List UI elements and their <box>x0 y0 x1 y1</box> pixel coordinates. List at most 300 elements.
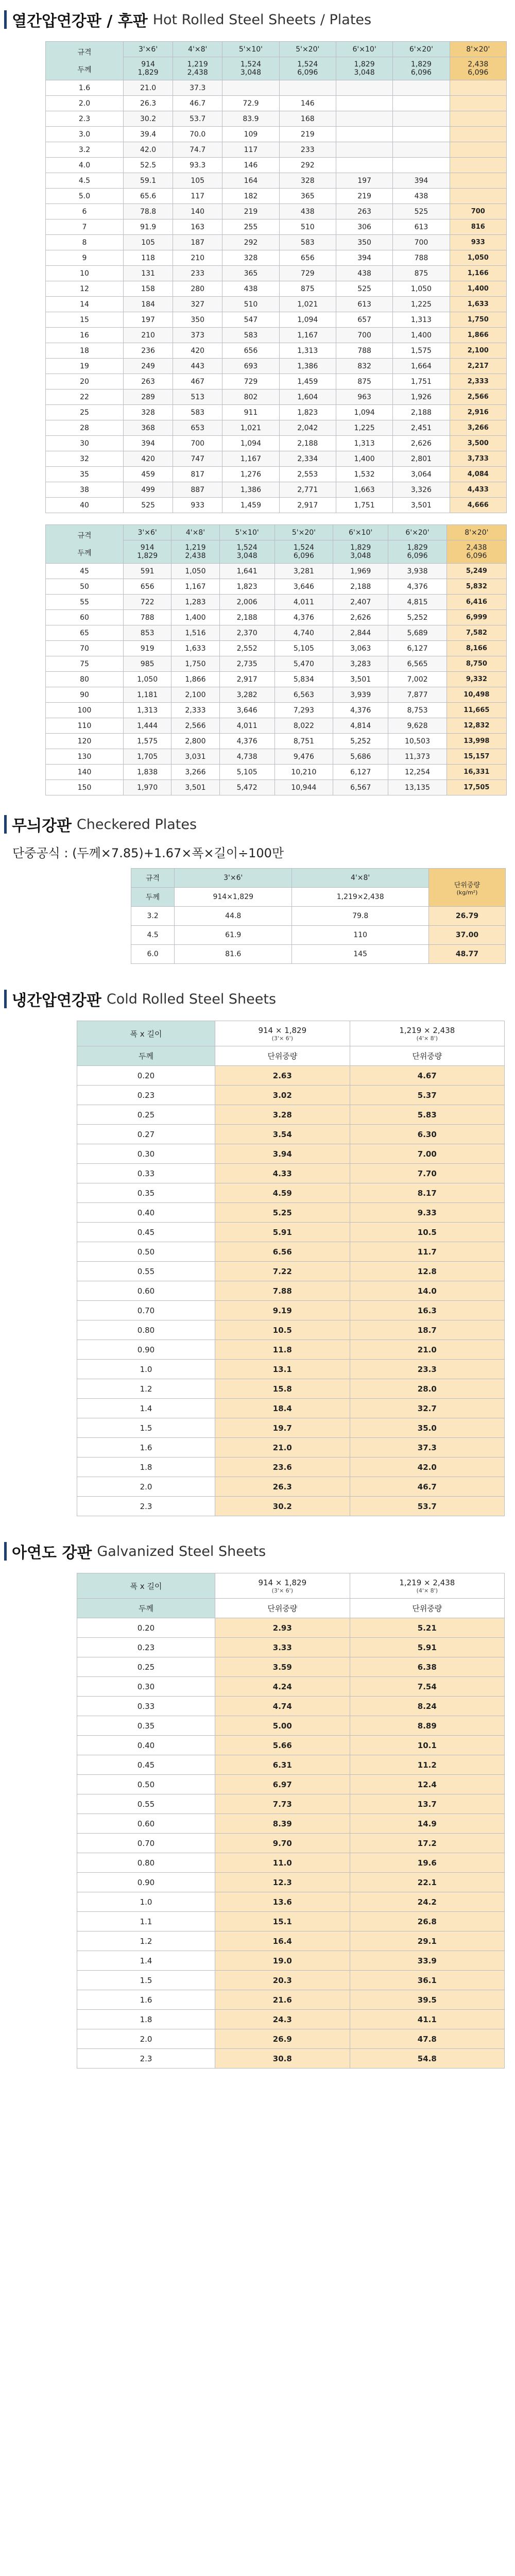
weight-cell-8x20: 10,498 <box>447 687 506 703</box>
thickness-cell: 6 <box>46 204 124 219</box>
weight-cell: 985 <box>124 656 171 672</box>
weight-cell: 510 <box>279 219 336 235</box>
unit-weight-cell: 2.93 <box>215 1618 350 1638</box>
weight-cell: 1,823 <box>219 579 274 595</box>
unit-weight-cell: 30.2 <box>215 1497 350 1516</box>
spec-row <box>46 42 507 57</box>
table-row <box>77 1618 505 1638</box>
weight-cell: 394 <box>393 173 450 189</box>
thickness-cell: 0.90 <box>77 1873 215 1892</box>
thickness-cell: 0.27 <box>77 1125 215 1144</box>
weight-cell-8x20: 2,916 <box>450 405 506 420</box>
weight-cell: 70.0 <box>173 127 222 142</box>
weight-cell: 74.7 <box>173 142 222 158</box>
weight-cell: 292 <box>279 158 336 173</box>
hot-rolled-table-1-wrap <box>45 41 515 513</box>
size-row <box>77 1021 505 1046</box>
checkered-title-ko: 무늬강판 <box>12 817 72 835</box>
unit-weight-cell: 5.37 <box>350 1086 504 1105</box>
weight-cell: 13,135 <box>388 780 447 795</box>
thickness-cell: 38 <box>46 482 124 498</box>
dim-length: 6,096 <box>468 69 489 77</box>
table-row <box>77 1183 505 1203</box>
galvanized-title-en: Galvanized Steel Sheets <box>97 1543 266 1560</box>
weight-cell: 328 <box>279 173 336 189</box>
hot-rolled-table-2-wrap <box>45 524 515 795</box>
table-row <box>77 1853 505 1873</box>
dims-header <box>450 57 506 80</box>
thickness-cell: 3.0 <box>46 127 124 142</box>
weight-cell: 1,400 <box>336 451 392 467</box>
thickness-cell: 0.45 <box>77 1755 215 1775</box>
weight-cell: 1,167 <box>222 451 279 467</box>
thickness-cell: 3.2 <box>131 907 175 926</box>
weight-cell: 210 <box>124 328 173 343</box>
weight-cell-8x20: 12,832 <box>447 718 506 734</box>
weight-cell: 5,105 <box>274 641 333 656</box>
weight-cell: 158 <box>124 281 173 297</box>
dims-header: 914×1,829 <box>175 888 292 907</box>
thickness-cell: 1.0 <box>77 1360 215 1379</box>
weight-cell: 2,917 <box>279 498 336 513</box>
weight-cell: 7,293 <box>274 703 333 718</box>
weight-cell-8x20 <box>450 189 506 204</box>
dim-length: 1,829 <box>137 552 158 560</box>
thickness-cell: 45 <box>46 564 124 579</box>
table-row <box>46 672 507 687</box>
weight-cell-8x20: 4,666 <box>450 498 506 513</box>
table-row <box>46 80 507 96</box>
unit-weight-cell: 21.6 <box>215 1990 350 2010</box>
thickness-cell: 25 <box>46 405 124 420</box>
dim-width: 1,219 <box>185 544 206 552</box>
unit-weight-cell: 11.0 <box>215 1853 350 1873</box>
spec-header: 6'×10' <box>333 525 388 540</box>
table-row <box>77 1657 505 1677</box>
table-row <box>131 926 506 945</box>
unit-weight-cell: 35.0 <box>350 1418 504 1438</box>
size-sub: (4'× 8') <box>416 1035 438 1042</box>
thickness-label: 두께 <box>77 66 92 74</box>
weight-cell: 510 <box>222 297 279 312</box>
weight-cell: 350 <box>336 235 392 250</box>
table-row <box>77 1951 505 1971</box>
weight-cell-8x20: 16,331 <box>447 765 506 780</box>
unit-weight-cell: 26.9 <box>215 2029 350 2049</box>
weight-cell: 2,566 <box>171 718 219 734</box>
thickness-label: 두께 <box>77 1599 215 1618</box>
weight-cell: 280 <box>173 281 222 297</box>
dim-width: 2,438 <box>468 60 489 69</box>
weight-cell <box>393 127 450 142</box>
table-row <box>46 780 507 795</box>
size-dim: 914 × 1,829 <box>258 1025 307 1035</box>
spec-header: 3'×6' <box>175 869 292 888</box>
weight-cell: 729 <box>279 266 336 281</box>
table-row <box>77 1340 505 1360</box>
unit-weight-cell: 19.0 <box>215 1951 350 1971</box>
weight-cell: 802 <box>222 389 279 405</box>
weight-cell: 91.9 <box>124 219 173 235</box>
unit-row <box>77 1599 505 1618</box>
weight-cell: 4,376 <box>333 703 388 718</box>
unit-weight-cell: 10.5 <box>215 1320 350 1340</box>
unit-weight-cell: 46.7 <box>350 1477 504 1497</box>
table-row <box>77 1086 505 1105</box>
weight-cell: 887 <box>173 482 222 498</box>
thickness-cell: 18 <box>46 343 124 359</box>
dims-header: 1,219×2,438 <box>292 888 429 907</box>
weight-cell: 105 <box>124 235 173 250</box>
dims-header <box>124 57 173 80</box>
weight-cell: 8,751 <box>274 734 333 749</box>
dim-length: 6,096 <box>297 69 318 77</box>
weight-cell: 933 <box>173 498 222 513</box>
unit-weight-cell: 24.2 <box>350 1892 504 1912</box>
unit-weight-cell: 6.97 <box>215 1775 350 1794</box>
unit-weight-header: 단위중량 <box>350 1046 504 1066</box>
weight-cell <box>393 80 450 96</box>
table-row <box>131 907 506 926</box>
table-row <box>77 1301 505 1320</box>
weight-cell: 118 <box>124 250 173 266</box>
thickness-cell: 0.23 <box>77 1086 215 1105</box>
table-row <box>77 1834 505 1853</box>
weight-cell: 420 <box>173 343 222 359</box>
checkered-title-en: Checkered Plates <box>76 816 197 833</box>
table-row <box>131 945 506 964</box>
weight-cell: 233 <box>279 142 336 158</box>
weight-cell: 583 <box>279 235 336 250</box>
thickness-cell: 1.4 <box>77 1399 215 1418</box>
weight-cell: 365 <box>279 189 336 204</box>
weight-cell: 182 <box>222 189 279 204</box>
weight-cell: 79.8 <box>292 907 429 926</box>
thickness-cell: 2.3 <box>46 111 124 127</box>
unit-weight-cell: 29.1 <box>350 1931 504 1951</box>
weight-cell: 44.8 <box>175 907 292 926</box>
dim-length: 3,048 <box>350 552 371 560</box>
unit-weight-cell: 16.3 <box>350 1301 504 1320</box>
weight-cell: 1,516 <box>171 625 219 641</box>
weight-cell: 4,011 <box>219 718 274 734</box>
weight-cell-8x20: 6,999 <box>447 610 506 625</box>
thickness-cell: 19 <box>46 359 124 374</box>
weight-cell: 350 <box>173 312 222 328</box>
dim-width: 2,438 <box>466 544 487 552</box>
unit-weight-cell: 17.2 <box>350 1834 504 1853</box>
weight-cell: 8,022 <box>274 718 333 734</box>
size-header <box>350 1573 504 1599</box>
weight-cell: 365 <box>222 266 279 281</box>
weight-cell: 163 <box>173 219 222 235</box>
weight-cell: 1,283 <box>171 595 219 610</box>
unit-weight-cell: 7.22 <box>215 1262 350 1281</box>
thickness-cell: 0.40 <box>77 1736 215 1755</box>
weight-cell: 197 <box>124 312 173 328</box>
spec-header: 5'×20' <box>279 42 336 57</box>
thickness-cell: 0.20 <box>77 1618 215 1638</box>
table-row <box>77 1912 505 1931</box>
weight-cell-8x20: 5,832 <box>447 579 506 595</box>
cold-rolled-table-body <box>77 1066 505 1516</box>
unit-weight-cell: 14.9 <box>350 1814 504 1834</box>
weight-cell: 236 <box>124 343 173 359</box>
spec-header: 3'×6' <box>124 42 173 57</box>
weight-cell-8x20: 2,333 <box>450 374 506 389</box>
thickness-cell: 0.80 <box>77 1853 215 1873</box>
dim-length: 6,096 <box>407 552 428 560</box>
unit-weight-cell: 5.00 <box>215 1716 350 1736</box>
size-header <box>350 1021 504 1046</box>
dim-width: 1,524 <box>293 544 314 552</box>
weight-cell: 2,626 <box>333 610 388 625</box>
unit-weight-cell: 33.9 <box>350 1951 504 1971</box>
unit-weight-cell: 32.7 <box>350 1399 504 1418</box>
size-sub: (3'× 6') <box>271 1587 293 1594</box>
unit-weight-cell: 8.17 <box>350 1183 504 1203</box>
weight-cell: 3,266 <box>171 765 219 780</box>
unit-weight-cell: 53.7 <box>350 1497 504 1516</box>
unit-weight-header: 단위중량 <box>350 1599 504 1618</box>
unit-weight-cell: 7.73 <box>215 1794 350 1814</box>
size-dim: 1,219 × 2,438 <box>399 1578 455 1587</box>
weight-cell: 210 <box>173 250 222 266</box>
weight-cell: 467 <box>173 374 222 389</box>
weight-cell: 140 <box>173 204 222 219</box>
thickness-cell: 2.0 <box>77 1477 215 1497</box>
thickness-cell: 70 <box>46 641 124 656</box>
unit-weight-cell: 6.56 <box>215 1242 350 1262</box>
dim-width: 914 <box>141 60 155 69</box>
table-row <box>77 1320 505 1340</box>
thickness-cell: 5.0 <box>46 189 124 204</box>
weight-cell: 2,042 <box>279 420 336 436</box>
weight-cell: 1,969 <box>333 564 388 579</box>
weight-cell: 4,376 <box>274 610 333 625</box>
dims-header <box>336 57 392 80</box>
thickness-cell: 0.50 <box>77 1242 215 1262</box>
table-row <box>77 1262 505 1281</box>
weight-cell: 328 <box>124 405 173 420</box>
weight-cell: 1,050 <box>393 281 450 297</box>
thickness-cell: 0.55 <box>77 1262 215 1281</box>
unit-weight-cell: 11.7 <box>350 1242 504 1262</box>
weight-cell: 1,633 <box>171 641 219 656</box>
hot-rolled-title-ko: 열간압연강판 / 후판 <box>12 12 148 30</box>
weight-cell: 2,407 <box>333 595 388 610</box>
cold-rolled-title-en: Cold Rolled Steel Sheets <box>106 991 277 1007</box>
thickness-cell: 2.3 <box>77 1497 215 1516</box>
unit-weight-cell: 41.1 <box>350 2010 504 2029</box>
table-row <box>46 656 507 672</box>
unit-weight-cell: 10.1 <box>350 1736 504 1755</box>
weight-cell: 5,105 <box>219 765 274 780</box>
unit-weight-cell: 15.8 <box>215 1379 350 1399</box>
weight-cell-8x20: 1,633 <box>450 297 506 312</box>
thickness-cell: 1.8 <box>77 2010 215 2029</box>
thickness-cell: 0.90 <box>77 1340 215 1360</box>
table-row <box>46 467 507 482</box>
weight-cell: 2,188 <box>393 405 450 420</box>
table-row <box>77 1638 505 1657</box>
weight-cell: 420 <box>124 451 173 467</box>
unit-weight-cell: 24.3 <box>215 2010 350 2029</box>
weight-cell: 2,006 <box>219 595 274 610</box>
weight-cell: 3,282 <box>219 687 274 703</box>
weight-cell: 3,939 <box>333 687 388 703</box>
weight-cell: 39.4 <box>124 127 173 142</box>
weight-cell: 3,501 <box>333 672 388 687</box>
unit-weight-cell: 9.33 <box>350 1203 504 1223</box>
thickness-cell: 0.40 <box>77 1203 215 1223</box>
weight-cell: 249 <box>124 359 173 374</box>
table-row <box>46 158 507 173</box>
unit-weight-cell: 15.1 <box>215 1912 350 1931</box>
unit-weight-sub: (kg/m²) <box>456 889 478 896</box>
weight-cell: 2,333 <box>171 703 219 718</box>
weight-cell: 5,472 <box>219 780 274 795</box>
weight-cell: 693 <box>222 359 279 374</box>
table-row <box>77 1164 505 1183</box>
unit-weight-cell: 12.8 <box>350 1262 504 1281</box>
table-row <box>77 1360 505 1379</box>
weight-cell: 499 <box>124 482 173 498</box>
table-row <box>46 266 507 281</box>
thickness-cell: 0.20 <box>77 1066 215 1086</box>
weight-cell: 963 <box>336 389 392 405</box>
weight-cell: 8,753 <box>388 703 447 718</box>
table-row <box>77 1873 505 1892</box>
weight-cell: 146 <box>222 158 279 173</box>
hot-rolled-table-2 <box>45 524 507 795</box>
spec-label: 규격 <box>77 48 92 57</box>
section-accent-bar <box>4 10 7 29</box>
unit-weight-cell: 4.24 <box>215 1677 350 1697</box>
section-accent-bar <box>4 1542 7 1561</box>
weight-cell: 26.3 <box>124 96 173 111</box>
table-row <box>46 734 507 749</box>
cold-rolled-table <box>77 1021 505 1516</box>
weight-cell: 1,276 <box>222 467 279 482</box>
thickness-cell: 0.70 <box>77 1834 215 1853</box>
weight-cell-8x20: 8,166 <box>447 641 506 656</box>
thickness-cell: 0.60 <box>77 1281 215 1301</box>
weight-cell: 1,641 <box>219 564 274 579</box>
weight-cell: 109 <box>222 127 279 142</box>
weight-cell <box>336 96 392 111</box>
weight-cell-8x20 <box>450 158 506 173</box>
weight-cell: 700 <box>393 235 450 250</box>
weight-cell: 875 <box>279 281 336 297</box>
section-accent-bar <box>4 990 7 1008</box>
weight-cell: 21.0 <box>124 80 173 96</box>
weight-cell: 187 <box>173 235 222 250</box>
weight-cell: 2,334 <box>279 451 336 467</box>
thickness-cell: 10 <box>46 266 124 281</box>
unit-weight-cell: 26.8 <box>350 1912 504 1931</box>
weight-cell: 525 <box>393 204 450 219</box>
unit-row <box>77 1046 505 1066</box>
unit-weight-cell: 8.89 <box>350 1716 504 1736</box>
table-row <box>77 1144 505 1164</box>
thickness-cell: 0.33 <box>77 1697 215 1716</box>
table-row <box>46 405 507 420</box>
thickness-cell: 150 <box>46 780 124 795</box>
weight-cell: 3,326 <box>393 482 450 498</box>
weight-cell-8x20: 6,416 <box>447 595 506 610</box>
weight-cell: 219 <box>279 127 336 142</box>
unit-weight-cell: 23.6 <box>215 1458 350 1477</box>
unit-weight-header: 단위중량 <box>215 1599 350 1618</box>
size-header <box>215 1021 350 1046</box>
weight-cell: 9,628 <box>388 718 447 734</box>
table-row <box>46 359 507 374</box>
size-header <box>215 1573 350 1599</box>
weight-cell: 1,225 <box>336 420 392 436</box>
unit-weight-cell: 48.77 <box>428 945 505 964</box>
thickness-cell: 50 <box>46 579 124 595</box>
weight-cell: 547 <box>222 312 279 328</box>
weight-cell: 289 <box>124 389 173 405</box>
weight-cell <box>393 96 450 111</box>
checkered-table-body <box>131 907 506 964</box>
weight-cell: 1,094 <box>279 312 336 328</box>
size-row <box>77 1573 505 1599</box>
unit-weight-cell: 3.02 <box>215 1086 350 1105</box>
dim-length: 6,096 <box>466 552 487 560</box>
weight-cell-8x20: 700 <box>450 204 506 219</box>
spec-header: 5'×10' <box>222 42 279 57</box>
weight-cell-8x20: 2,100 <box>450 343 506 359</box>
hot-rolled-table-1-head <box>46 42 507 80</box>
dim-length: 1,829 <box>138 69 159 77</box>
unit-weight-cell: 7.88 <box>215 1281 350 1301</box>
unit-weight-cell: 37.00 <box>428 926 505 945</box>
thickness-cell: 32 <box>46 451 124 467</box>
size-label: 폭 x 길이 <box>77 1573 215 1599</box>
table-row <box>77 1990 505 2010</box>
spec-label-cell <box>46 42 124 80</box>
weight-cell: 1,313 <box>124 703 171 718</box>
thickness-cell: 14 <box>46 297 124 312</box>
unit-weight-cell: 28.0 <box>350 1379 504 1399</box>
weight-cell: 2,771 <box>279 482 336 498</box>
weight-cell: 184 <box>124 297 173 312</box>
dim-length: 3,048 <box>236 552 258 560</box>
dim-width: 1,829 <box>407 544 428 552</box>
weight-cell: 117 <box>173 189 222 204</box>
unit-weight-cell: 12.3 <box>215 1873 350 1892</box>
unit-weight-cell: 26.3 <box>215 1477 350 1497</box>
weight-cell-8x20: 1,400 <box>450 281 506 297</box>
thickness-label: 두께 <box>131 888 175 907</box>
weight-cell: 219 <box>222 204 279 219</box>
unit-weight-cell: 47.8 <box>350 2029 504 2049</box>
dim-width: 1,524 <box>240 60 261 69</box>
spec-header: 4'×8' <box>292 869 429 888</box>
weight-cell: 1,181 <box>124 687 171 703</box>
weight-cell: 1,313 <box>279 343 336 359</box>
size-dim: 1,219 × 2,438 <box>399 1025 455 1035</box>
thickness-cell: 1.1 <box>77 1912 215 1931</box>
table-row <box>46 595 507 610</box>
unit-weight-cell: 6.31 <box>215 1755 350 1775</box>
dims-header <box>333 540 388 564</box>
weight-cell: 656 <box>279 250 336 266</box>
thickness-cell: 1.5 <box>77 1418 215 1438</box>
table-row <box>77 1477 505 1497</box>
